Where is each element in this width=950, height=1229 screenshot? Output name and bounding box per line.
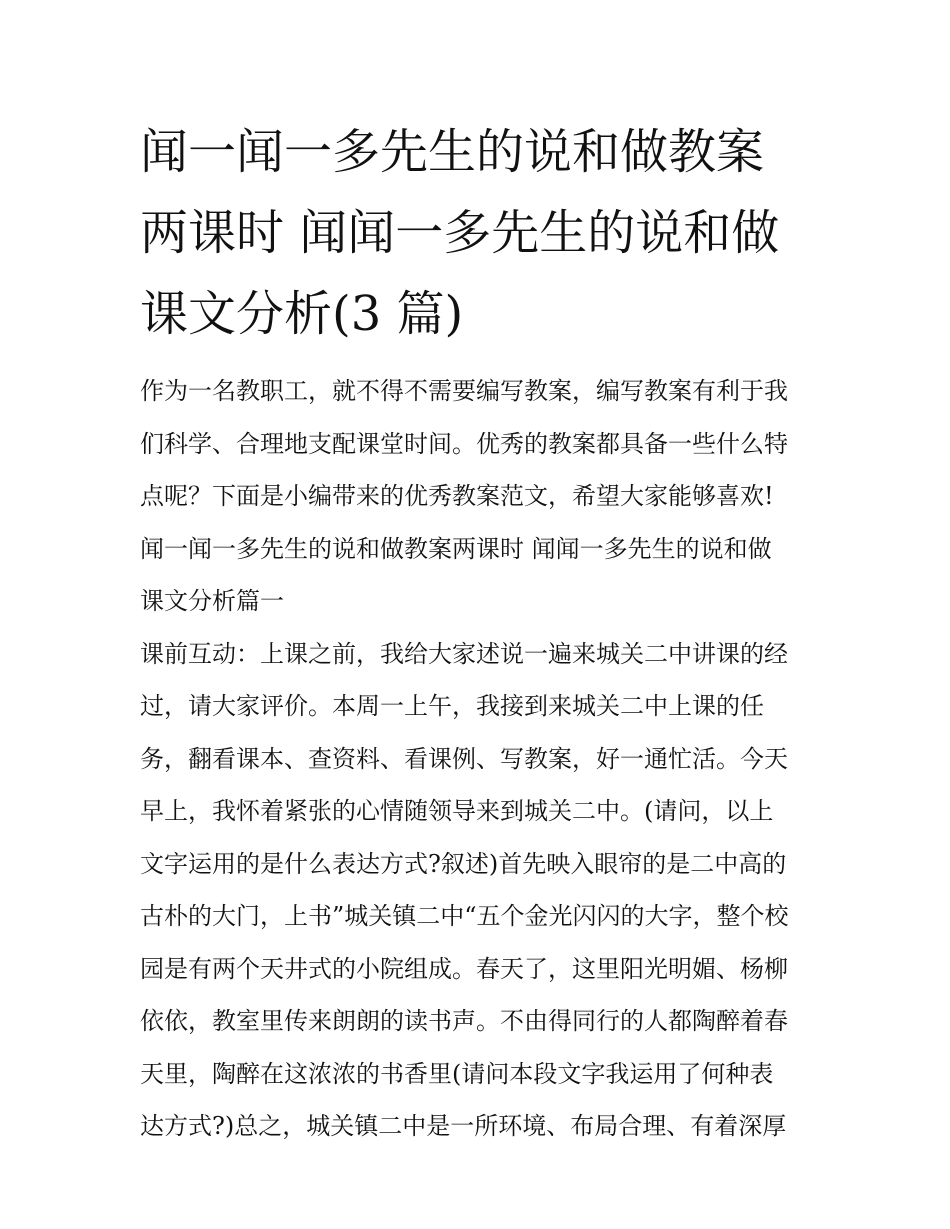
title-line: 课文分析(3 篇) <box>140 286 464 342</box>
body-line: 古朴的大门，上书”城关镇二中“五个金光闪闪的大字，整个校 <box>140 902 789 930</box>
body-line: 早上，我怀着紧张的心情随领导来到城关二中。(请问，以上 <box>140 797 774 825</box>
body-line: 点呢？下面是小编带来的优秀教案范文，希望大家能够喜欢! <box>140 482 774 510</box>
title-line: 两课时 闻闻一多先生的说和做 <box>140 205 780 261</box>
document-page <box>140 112 812 1153</box>
body-line: 天里，陶醉在这浓浓的书香里(请问本段文字我运用了何种表 <box>140 1059 774 1088</box>
title-line: 闻一闻一多先生的说和做教案 <box>140 124 765 180</box>
document-title <box>140 112 812 355</box>
section-heading-line: 闻一闻一多先生的说和做教案两课时 闻闻一多先生的说和做 <box>140 534 772 563</box>
body-line: 园是有两个天井式的小院组成。春天了，这里阳光明媚、杨柳 <box>140 954 788 983</box>
document-body <box>140 365 812 1153</box>
body-line: 们科学、合理地支配课堂时间。优秀的教案都具备一些什么特 <box>140 429 788 458</box>
body-line: 过，请大家评价。本周一上午，我接到来城关二中上课的任 <box>140 692 764 720</box>
body-line: 课前互动：上课之前，我给大家述说一遍来城关二中讲课的经 <box>140 639 788 668</box>
section-heading-line: 课文分析篇一 <box>140 587 284 615</box>
body-line: 达方式?)总之，城关镇二中是一所环境、布局合理、有着深厚 <box>140 1112 787 1140</box>
body-line: 文字运用的是什么表达方式?叙述)首先映入眼帘的是二中高的 <box>140 849 787 878</box>
body-line: 作为一名教职工，就不得不需要编写教案，编写教案有利于我 <box>140 377 788 405</box>
body-line: 依依，教室里传来朗朗的读书声。不由得同行的人都陶醉着春 <box>140 1007 788 1035</box>
body-line: 务，翻看课本、查资料、看课例、写教案，好一通忙活。今天 <box>140 744 788 773</box>
